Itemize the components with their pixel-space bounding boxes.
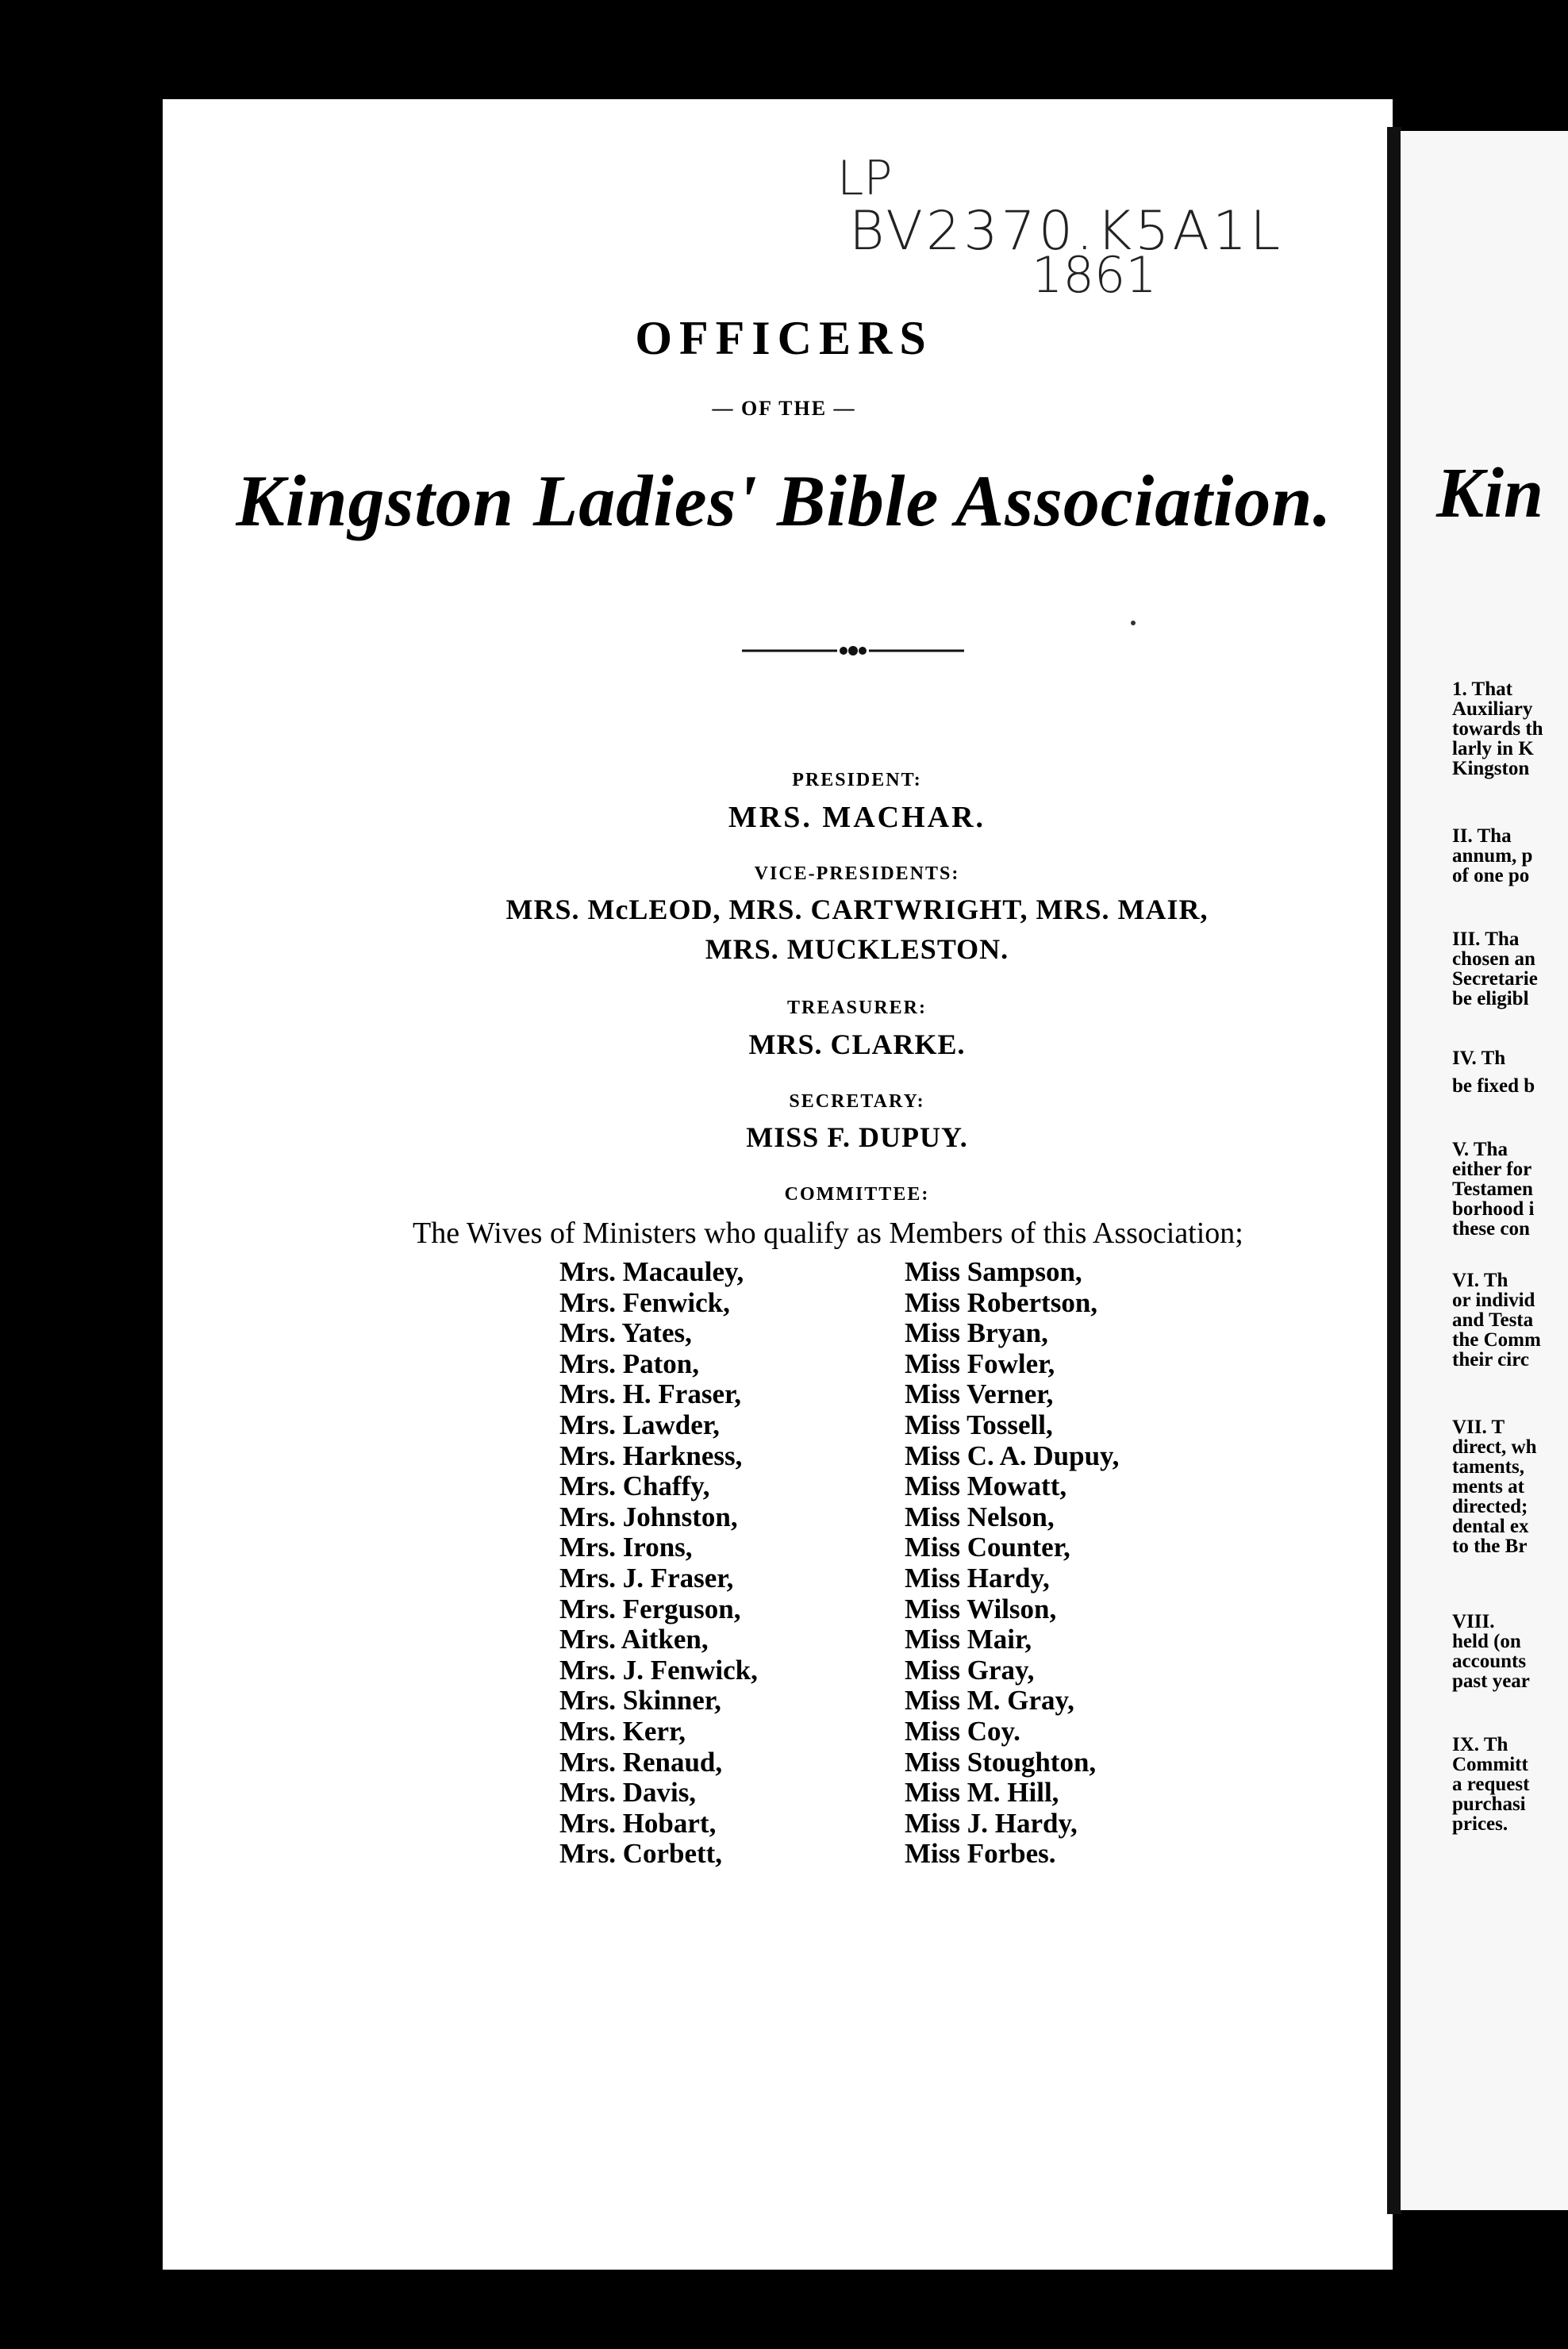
right-page-line: direct, wh bbox=[1452, 1436, 1537, 1458]
right-page-line: past year bbox=[1452, 1670, 1530, 1692]
list-item: Miss Counter, bbox=[905, 1532, 1070, 1563]
right-page-line: either for bbox=[1452, 1159, 1532, 1180]
treasurer-label: TREASURER: bbox=[786, 998, 928, 1018]
right-page-line: dental ex bbox=[1452, 1516, 1529, 1537]
right-page-line: III. Tha bbox=[1452, 928, 1520, 950]
right-page-line: prices. bbox=[1452, 1813, 1508, 1835]
right-page-line: purchasi bbox=[1452, 1793, 1526, 1815]
right-page-line: held (on bbox=[1452, 1631, 1521, 1652]
vice-presidents-label: VICE-PRESIDENTS: bbox=[754, 863, 960, 884]
right-page-line: VIII. bbox=[1452, 1611, 1495, 1632]
list-item: Mrs. Aitken, bbox=[559, 1624, 709, 1655]
list-item: Miss Fowler, bbox=[905, 1348, 1055, 1379]
right-page-line: directed; bbox=[1452, 1496, 1528, 1517]
list-item: Mrs. Lawder, bbox=[559, 1409, 720, 1440]
right-page-line: these con bbox=[1452, 1218, 1530, 1240]
committee-miss-column bbox=[905, 1257, 1119, 1870]
secretary-name: MISS F. DUPUY. bbox=[746, 1121, 968, 1153]
handwritten-note-line1: LP bbox=[837, 151, 893, 206]
list-item: Miss Stoughton, bbox=[905, 1746, 1097, 1778]
right-page-line: V. Tha bbox=[1452, 1139, 1508, 1160]
committee-intro: The Wives of Ministers who qualify as Members of this Association; bbox=[413, 1217, 1243, 1250]
right-page-line: Testamen bbox=[1452, 1178, 1533, 1200]
list-item: Miss Tossell, bbox=[905, 1409, 1053, 1440]
right-page-line: Secretarie bbox=[1452, 968, 1538, 990]
list-item: Mrs. Renaud, bbox=[559, 1746, 723, 1778]
list-item: Miss Hardy, bbox=[905, 1562, 1050, 1594]
list-item: Mrs. Yates, bbox=[559, 1317, 692, 1349]
list-item: Mrs. Macauley, bbox=[559, 1256, 744, 1287]
list-item: Mrs. H. Fraser, bbox=[559, 1378, 742, 1410]
right-page-line: annum, p bbox=[1452, 845, 1533, 867]
right-page-line: larly in K bbox=[1452, 738, 1534, 759]
right-page-line: II. Tha bbox=[1452, 825, 1512, 847]
right-page-line: towards th bbox=[1452, 718, 1543, 740]
right-page-line: Committ bbox=[1452, 1754, 1528, 1775]
secretary-label: SECRETARY: bbox=[789, 1091, 925, 1112]
list-item: Miss Mair, bbox=[905, 1624, 1032, 1655]
list-item: Miss Forbes. bbox=[905, 1838, 1056, 1870]
right-page-line: and Testa bbox=[1452, 1309, 1534, 1331]
list-item: Mrs. Davis, bbox=[559, 1777, 697, 1809]
president-name: MRS. MACHAR. bbox=[728, 801, 986, 834]
right-page-line: or individ bbox=[1452, 1290, 1535, 1311]
list-item: Mrs. Chaffy, bbox=[559, 1471, 710, 1502]
ink-dot bbox=[1131, 621, 1136, 625]
list-item: Miss J. Hardy, bbox=[905, 1807, 1078, 1839]
book-gutter bbox=[1387, 127, 1401, 2214]
list-item: Miss Robertson, bbox=[905, 1286, 1098, 1318]
right-page-line: of one po bbox=[1452, 865, 1530, 886]
right-page-line: a request bbox=[1452, 1774, 1530, 1795]
right-page-line: accounts bbox=[1452, 1651, 1527, 1672]
right-page-line: chosen an bbox=[1452, 948, 1535, 970]
right-page-line: Kingston bbox=[1452, 758, 1530, 779]
right-page-title: Kin bbox=[1436, 454, 1544, 532]
right-page-line: VI. Th bbox=[1452, 1270, 1508, 1291]
of-the-line: — OF THE — bbox=[712, 397, 856, 420]
president-label: PRESIDENT: bbox=[792, 770, 922, 790]
right-page-line: the Comm bbox=[1452, 1329, 1541, 1351]
right-page-line: IV. Th bbox=[1452, 1048, 1506, 1069]
page-title: OFFICERS bbox=[635, 312, 933, 364]
right-page-line: be eligibl bbox=[1452, 988, 1529, 1009]
right-page-line: Auxiliary bbox=[1452, 698, 1533, 720]
list-item: Mrs. Hobart, bbox=[559, 1807, 717, 1839]
right-page-line: VII. T bbox=[1452, 1417, 1505, 1438]
list-item: Mrs. Kerr, bbox=[559, 1715, 686, 1747]
list-item: Mrs. Johnston, bbox=[559, 1501, 738, 1532]
list-item: Miss M. Gray, bbox=[905, 1685, 1074, 1717]
list-item: Mrs. Skinner, bbox=[559, 1685, 721, 1717]
committee-label: COMMITTEE: bbox=[784, 1184, 930, 1205]
right-page-line: to the Br bbox=[1452, 1536, 1528, 1557]
list-item: Mrs. J. Fenwick, bbox=[559, 1654, 758, 1686]
list-item: Miss Gray, bbox=[905, 1654, 1035, 1686]
list-item: Mrs. Harkness, bbox=[559, 1440, 743, 1471]
list-item: Miss Verner, bbox=[905, 1378, 1054, 1410]
right-page-line: their circ bbox=[1452, 1349, 1529, 1371]
right-page-line: 1. That bbox=[1452, 679, 1512, 700]
vice-presidents-line1: MRS. McLEOD, MRS. CARTWRIGHT, MRS. MAIR, bbox=[505, 894, 1209, 925]
handwritten-call-number: BV2370.K5A1L bbox=[849, 200, 1284, 263]
list-item: Mrs. J. Fraser, bbox=[559, 1562, 734, 1594]
right-page-line: ments at bbox=[1452, 1476, 1524, 1497]
right-page-line: taments, bbox=[1452, 1456, 1524, 1478]
list-item: Mrs. Paton, bbox=[559, 1348, 699, 1379]
list-item: Miss C. A. Dupuy, bbox=[905, 1440, 1120, 1471]
list-item: Miss M. Hill, bbox=[905, 1777, 1059, 1809]
right-page-line: borhood i bbox=[1452, 1198, 1535, 1220]
list-item: Mrs. Fenwick, bbox=[559, 1286, 730, 1318]
treasurer-name: MRS. CLARKE. bbox=[748, 1028, 966, 1060]
ornament-divider bbox=[742, 643, 964, 659]
list-item: Mrs. Ferguson, bbox=[559, 1593, 741, 1624]
list-item: Miss Mowatt, bbox=[905, 1471, 1067, 1502]
handwritten-year: 1861 bbox=[1032, 246, 1157, 304]
list-item: Mrs. Corbett, bbox=[559, 1838, 723, 1870]
committee-mrs-column bbox=[559, 1257, 758, 1870]
association-name: Kingston Ladies' Bible Association. bbox=[236, 460, 1332, 541]
list-item: Miss Bryan, bbox=[905, 1317, 1048, 1349]
list-item: Mrs. Irons, bbox=[559, 1532, 693, 1563]
list-item: Miss Nelson, bbox=[905, 1501, 1055, 1532]
list-item: Miss Wilson, bbox=[905, 1593, 1057, 1624]
right-page-line: IX. Th bbox=[1452, 1734, 1508, 1755]
right-page-line: be fixed b bbox=[1452, 1075, 1535, 1097]
list-item: Miss Coy. bbox=[905, 1715, 1020, 1747]
vice-presidents-line2: MRS. MUCKLESTON. bbox=[705, 933, 1009, 965]
list-item: Miss Sampson, bbox=[905, 1256, 1082, 1287]
